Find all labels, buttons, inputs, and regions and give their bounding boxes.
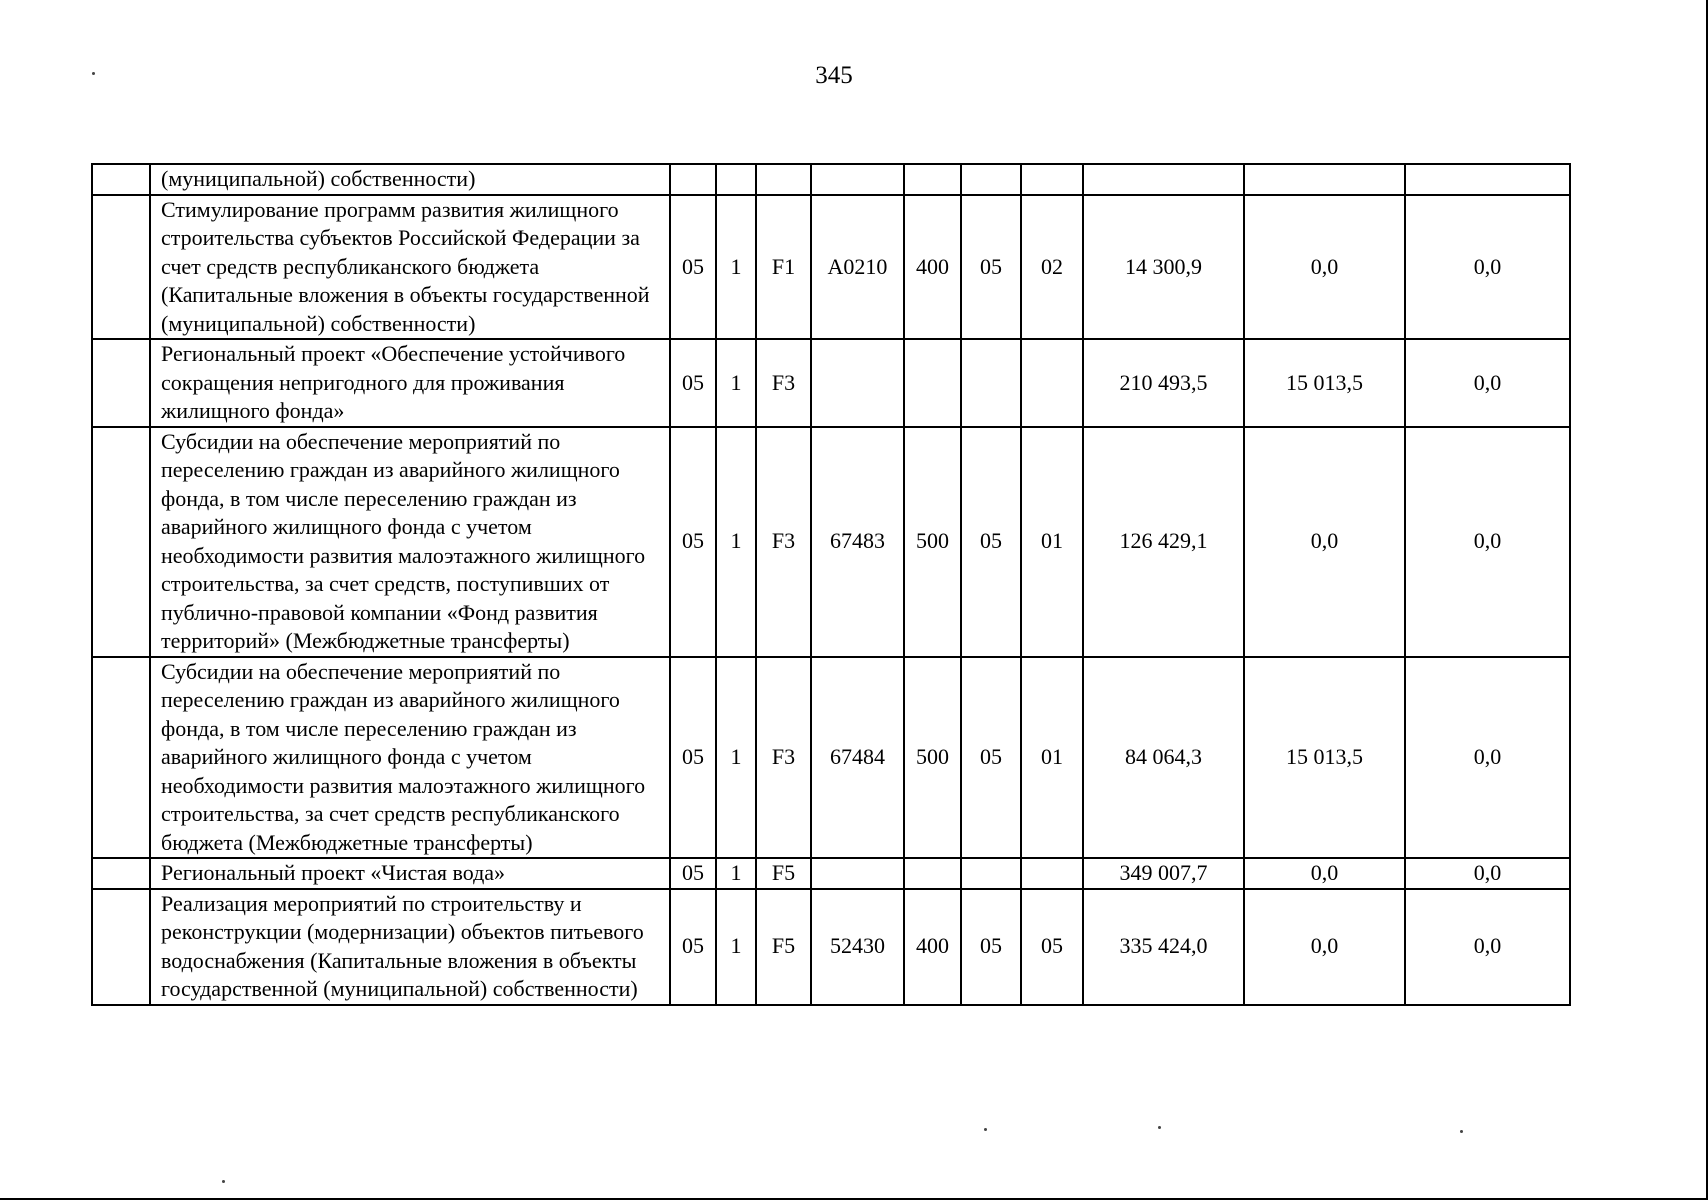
code-section-cell: 05 [670, 339, 716, 427]
code-expense-type-cell: 500 [904, 657, 961, 859]
code-chapter-cell: 05 [961, 427, 1021, 657]
amount-year2-cell: 15 013,5 [1244, 657, 1405, 859]
amount-year1-cell: 335 424,0 [1083, 889, 1244, 1005]
amount-year3-cell: 0,0 [1405, 339, 1570, 427]
code-project-cell: F3 [756, 657, 811, 859]
row-number-cell [92, 164, 150, 195]
code-direction-cell: 52430 [811, 889, 904, 1005]
scan-speck [222, 1180, 225, 1183]
code-subprogram-cell: 1 [716, 657, 756, 859]
code-chapter-cell: 05 [961, 657, 1021, 859]
item-name-cell: Субсидии на обеспечение мероприятий по переселению граждан из аварийного жилищного фонда, в том числе переселению граждан из аварийного жилищного фонда с учетом необходимости развития малоэтажного жилищного строительства, за счет средств, поступивших от публично-правовой компании «Фонд развития территорий» (Межбюджетные трансферты) [150, 427, 670, 657]
table-row [92, 889, 1570, 1005]
code-direction-cell [811, 858, 904, 889]
code-chapter-cell: 05 [961, 889, 1021, 1005]
code-section-cell: 05 [670, 858, 716, 889]
code-direction-cell: 67484 [811, 657, 904, 859]
code-expense-type-cell: 500 [904, 427, 961, 657]
code-subprogram-cell: 1 [716, 889, 756, 1005]
row-number-cell [92, 195, 150, 340]
row-number-cell [92, 427, 150, 657]
code-section-cell: 05 [670, 195, 716, 340]
code-subchapter-cell: 01 [1021, 657, 1083, 859]
row-number-cell [92, 889, 150, 1005]
code-expense-type-cell [904, 858, 961, 889]
budget-table [91, 163, 1571, 1006]
code-direction-cell [811, 164, 904, 195]
code-direction-cell [811, 339, 904, 427]
amount-year1-cell: 210 493,5 [1083, 339, 1244, 427]
code-project-cell: F3 [756, 427, 811, 657]
item-name-cell: Региональный проект «Чистая вода» [150, 858, 670, 889]
code-subprogram-cell: 1 [716, 427, 756, 657]
amount-year1-cell: 84 064,3 [1083, 657, 1244, 859]
item-name-cell: (муниципальной) собственности) [150, 164, 670, 195]
scan-speck [1460, 1130, 1463, 1133]
page-number: 345 [815, 62, 853, 89]
code-subprogram-cell: 1 [716, 858, 756, 889]
amount-year2-cell: 0,0 [1244, 889, 1405, 1005]
code-subprogram-cell: 1 [716, 195, 756, 340]
code-project-cell: F3 [756, 339, 811, 427]
code-subchapter-cell [1021, 858, 1083, 889]
amount-year3-cell: 0,0 [1405, 858, 1570, 889]
code-section-cell [670, 164, 716, 195]
code-chapter-cell: 05 [961, 195, 1021, 340]
item-name-cell: Региональный проект «Обеспечение устойчивого сокращения непригодного для проживания жилищного фонда» [150, 339, 670, 427]
code-project-cell: F5 [756, 889, 811, 1005]
item-name-cell: Реализация мероприятий по строительству и реконструкции (модернизации) объектов питьевого водоснабжения (Капитальные вложения в объекты государственной (муниципальной) собственности) [150, 889, 670, 1005]
scan-speck [92, 72, 95, 75]
code-project-cell: F5 [756, 858, 811, 889]
scan-speck [984, 1128, 987, 1131]
table-row [92, 339, 1570, 427]
code-direction-cell: 67483 [811, 427, 904, 657]
amount-year2-cell: 0,0 [1244, 427, 1405, 657]
code-chapter-cell [961, 858, 1021, 889]
code-expense-type-cell [904, 339, 961, 427]
code-chapter-cell [961, 339, 1021, 427]
table-row [92, 164, 1570, 195]
amount-year2-cell: 15 013,5 [1244, 339, 1405, 427]
amount-year1-cell: 14 300,9 [1083, 195, 1244, 340]
code-subprogram-cell [716, 164, 756, 195]
row-number-cell [92, 657, 150, 859]
code-chapter-cell [961, 164, 1021, 195]
table-row [92, 657, 1570, 859]
amount-year3-cell: 0,0 [1405, 657, 1570, 859]
code-section-cell: 05 [670, 657, 716, 859]
code-section-cell: 05 [670, 427, 716, 657]
row-number-cell [92, 339, 150, 427]
code-project-cell [756, 164, 811, 195]
table-row [92, 858, 1570, 889]
amount-year1-cell: 126 429,1 [1083, 427, 1244, 657]
table-row [92, 427, 1570, 657]
code-subchapter-cell [1021, 339, 1083, 427]
code-subchapter-cell: 01 [1021, 427, 1083, 657]
amount-year3-cell [1405, 164, 1570, 195]
code-subprogram-cell: 1 [716, 339, 756, 427]
code-section-cell: 05 [670, 889, 716, 1005]
code-subchapter-cell: 05 [1021, 889, 1083, 1005]
amount-year2-cell: 0,0 [1244, 858, 1405, 889]
code-expense-type-cell [904, 164, 961, 195]
code-subchapter-cell: 02 [1021, 195, 1083, 340]
code-expense-type-cell: 400 [904, 195, 961, 340]
amount-year2-cell: 0,0 [1244, 195, 1405, 340]
scan-speck [1158, 1126, 1161, 1129]
code-direction-cell: A0210 [811, 195, 904, 340]
code-subchapter-cell [1021, 164, 1083, 195]
item-name-cell: Субсидии на обеспечение мероприятий по переселению граждан из аварийного жилищного фонда, в том числе переселению граждан из аварийного жилищного фонда с учетом необходимости развития малоэтажного жилищного строительства, за счет средств республиканского бюджета (Межбюджетные трансферты) [150, 657, 670, 859]
code-project-cell: F1 [756, 195, 811, 340]
table-row [92, 195, 1570, 340]
amount-year3-cell: 0,0 [1405, 195, 1570, 340]
item-name-cell: Стимулирование программ развития жилищного строительства субъектов Российской Федерации за счет средств республиканского бюджета (Капитальные вложения в объекты государственной (муниципальной) собственности) [150, 195, 670, 340]
amount-year1-cell [1083, 164, 1244, 195]
row-number-cell [92, 858, 150, 889]
amount-year3-cell: 0,0 [1405, 427, 1570, 657]
code-expense-type-cell: 400 [904, 889, 961, 1005]
amount-year2-cell [1244, 164, 1405, 195]
amount-year3-cell: 0,0 [1405, 889, 1570, 1005]
amount-year1-cell: 349 007,7 [1083, 858, 1244, 889]
